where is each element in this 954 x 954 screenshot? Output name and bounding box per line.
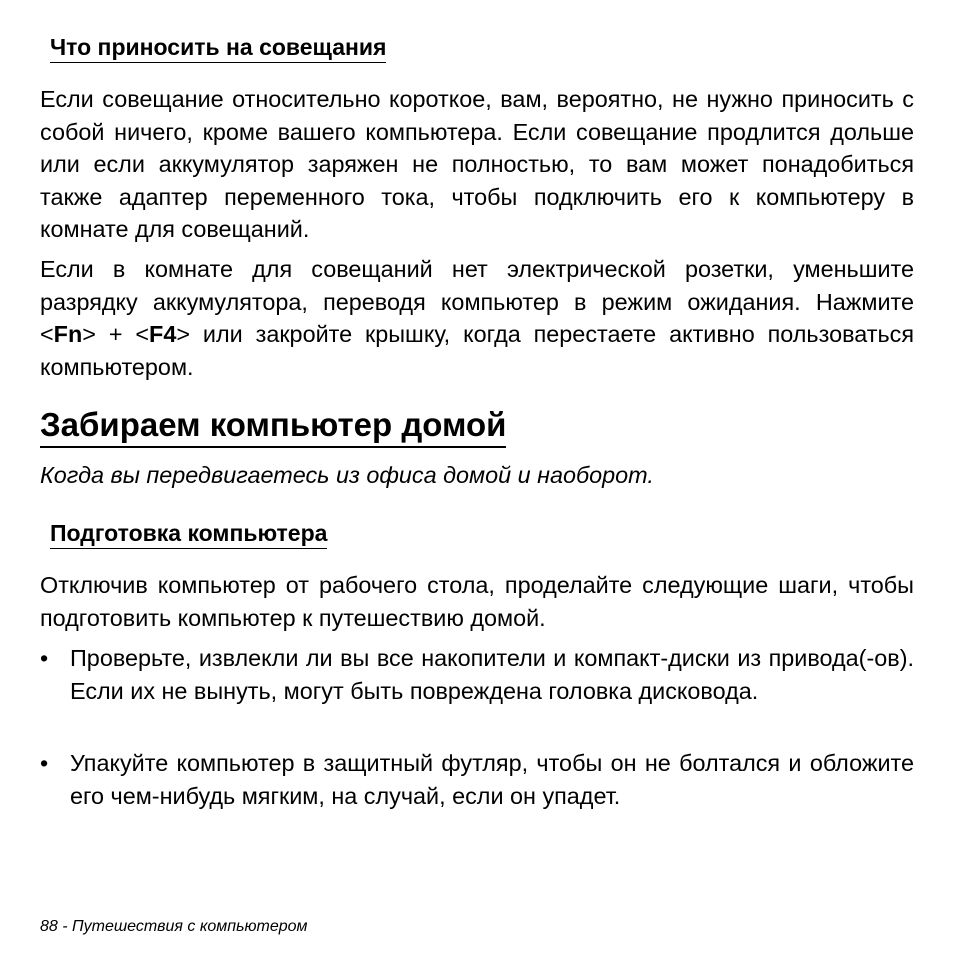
bullet-icon: • bbox=[40, 750, 49, 776]
paragraph-meetings-1: Если совещание относительно короткое, вам, вероятно, не нужно приносить с собой ничего, кроме вашего компьютера. Если совещание продлится дольше или если аккумулятор заряжен не полностью, то вам может понадобиться также адаптер переменного тока, чтобы подключить его к компьютеру в комнате для совещаний. bbox=[40, 86, 914, 242]
list-item bbox=[40, 642, 914, 707]
section-heading-wrap bbox=[40, 519, 327, 549]
section-heading-meetings: Что приносить на совещания bbox=[50, 33, 386, 63]
paragraph-meetings-2 bbox=[40, 253, 914, 383]
list-item bbox=[40, 747, 914, 812]
paragraph-text: > + < bbox=[82, 321, 150, 347]
main-heading-wrap bbox=[40, 406, 506, 448]
section-heading-wrap bbox=[40, 33, 386, 63]
section-subtitle: Когда вы передвигаетесь из офиса домой и наоборот. bbox=[40, 462, 654, 488]
main-heading-take-home: Забираем компьютер домой bbox=[40, 406, 506, 448]
paragraph-text: Если в комнате для совещаний нет электрической розетки, уменьшите разрядку аккумулятора, переводя компьютер в режим ожидания. Нажмите < bbox=[40, 256, 914, 347]
key-f4: F4 bbox=[149, 321, 177, 347]
paragraph-preparation: Отключив компьютер от рабочего стола, проделайте следующие шаги, чтобы подготовить компьютер к путешествию домой. bbox=[40, 572, 914, 631]
page-footer: 88 - Путешествия с компьютером bbox=[40, 918, 308, 935]
list-item-text: Упакуйте компьютер в защитный футляр, чтобы он не болтался и обложите его чем-нибудь мягким, на случай, если он упадет. bbox=[70, 750, 914, 809]
list-item-text: Проверьте, извлекли ли вы все накопители и компакт-диски из привода(-ов). Если их не вынуть, могут быть повреждена головка дисковода. bbox=[70, 645, 914, 704]
bullet-icon: • bbox=[40, 645, 49, 671]
paragraph-text: > или закройте крышку, когда перестаете активно пользоваться компьютером. bbox=[40, 321, 914, 380]
key-fn: Fn bbox=[53, 321, 83, 347]
section-heading-preparation: Подготовка компьютера bbox=[50, 519, 327, 549]
